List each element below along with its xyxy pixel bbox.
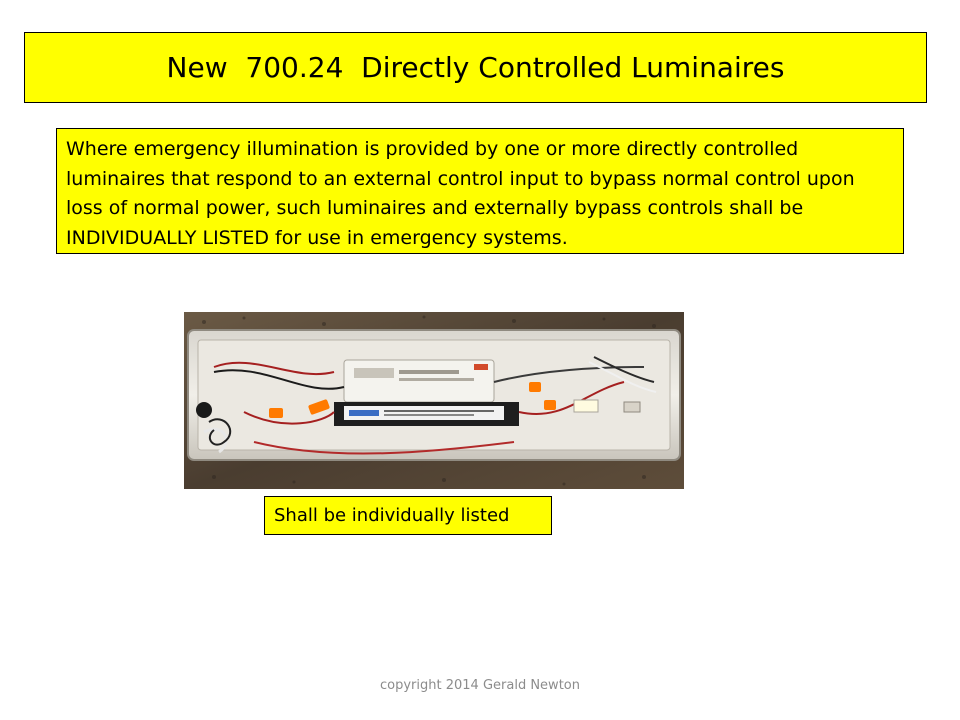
luminaire-photo <box>184 312 684 489</box>
slide-title: New 700.24 Directly Controlled Luminaires <box>166 51 785 84</box>
caption-box <box>264 496 552 535</box>
slide-title-box <box>24 32 927 103</box>
body-text-start: Where emergency illumination is provided by one or more directly controlled luminaires that respond to an external control input to bypass normal control upon loss of normal power, such luminaires and externally bypass controls shall be <box>66 138 855 219</box>
body-text-box <box>56 128 904 254</box>
body-text-emphasis: INDIVIDUALLY LISTED <box>66 226 269 249</box>
caption-text: Shall be individually listed <box>274 505 510 526</box>
copyright-footer: copyright 2014 Gerald Newton <box>380 678 580 693</box>
body-text-end: for use in emergency systems. <box>268 226 568 249</box>
